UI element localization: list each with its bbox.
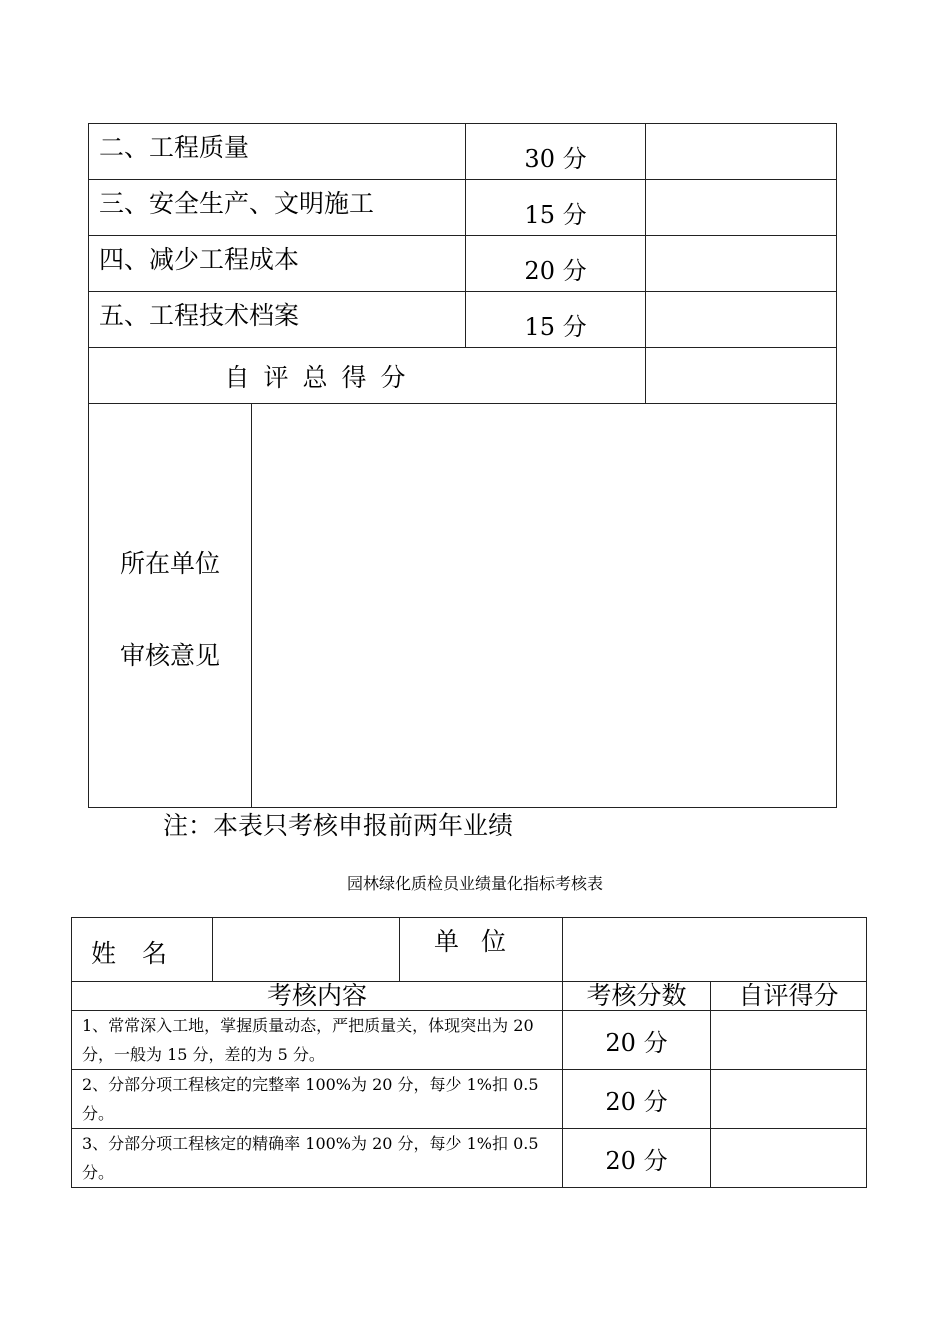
table-row [72, 1011, 867, 1070]
score-cell: 30 分 [466, 124, 646, 180]
form-title: 园林绿化质检员业绩量化指标考核表 [346, 874, 603, 893]
evaluation-table-bottom [71, 917, 867, 1188]
criteria-score: 20 分 [563, 1011, 711, 1070]
header-self-score: 自评得分 [711, 982, 867, 1011]
item-cell: 二、工程质量 [89, 124, 466, 180]
criteria-text: 1、常常深入工地，掌握质量动态，严把质量关，体现突出为 20 分，一般为 15 分，差的为 5 分。 [72, 1011, 563, 1070]
self-score-cell[interactable] [711, 1070, 867, 1129]
table-row [72, 918, 867, 982]
table-row [89, 292, 837, 348]
header-content: 考核内容 [72, 982, 563, 1011]
self-score-cell[interactable] [646, 124, 837, 180]
item-cell: 三、安全生产、文明施工 [89, 180, 466, 236]
criteria-score: 20 分 [563, 1129, 711, 1188]
name-field[interactable] [213, 918, 400, 982]
self-score-cell[interactable] [646, 292, 837, 348]
table-row [89, 348, 837, 404]
self-total-cell[interactable] [646, 348, 837, 404]
self-score-cell[interactable] [646, 236, 837, 292]
score-cell: 15 分 [466, 292, 646, 348]
note-text: 注：本表只考核申报前两年业绩 [163, 811, 514, 840]
evaluation-table-top [88, 123, 837, 808]
self-total-label: 自评总得分 [89, 348, 646, 404]
name-label: 姓名 [72, 918, 213, 982]
table-row [89, 124, 837, 180]
table-header-row [72, 982, 867, 1011]
table-row [89, 404, 837, 808]
unit-label: 单位 [400, 918, 563, 982]
criteria-score: 20 分 [563, 1070, 711, 1129]
unit-field[interactable] [563, 918, 867, 982]
unit-review-label [89, 404, 252, 808]
unit-review-label-line1: 所在单位 [119, 549, 220, 578]
table-row [89, 236, 837, 292]
score-cell: 15 分 [466, 180, 646, 236]
self-score-cell[interactable] [711, 1011, 867, 1070]
self-score-cell[interactable] [646, 180, 837, 236]
self-score-cell[interactable] [711, 1129, 867, 1188]
unit-review-content-cell[interactable] [252, 404, 837, 808]
table-row [72, 1070, 867, 1129]
table-row [72, 1129, 867, 1188]
criteria-text: 3、分部分项工程核定的精确率 100%为 20 分，每少 1%扣 0.5 分。 [72, 1129, 563, 1188]
item-cell: 五、工程技术档案 [89, 292, 466, 348]
criteria-text: 2、分部分项工程核定的完整率 100%为 20 分，每少 1%扣 0.5 分。 [72, 1070, 563, 1129]
header-score: 考核分数 [563, 982, 711, 1011]
table-row [89, 180, 837, 236]
score-cell: 20 分 [466, 236, 646, 292]
item-cell: 四、减少工程成本 [89, 236, 466, 292]
unit-review-label-line2: 审核意见 [119, 641, 220, 670]
